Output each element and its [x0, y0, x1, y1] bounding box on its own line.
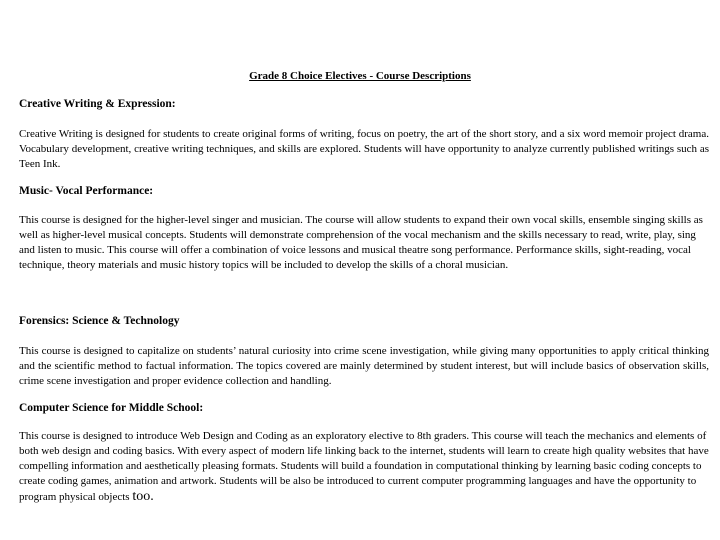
section-heading-forensics: Forensics: Science & Technology [19, 315, 180, 327]
section-body-computer-science [19, 429, 709, 505]
section-body-computer-science-text: This course is designed to introduce Web Design and Coding as an exploratory elective to 8th graders. This course will teach the mechanics and elements of both web design and coding basics. With every aspect of modern life linking back to the internet, students will learn to create high quality websites that have compelling information and aesthetically pleasing formats. Students will build a foundation in computational thinking by learning basic coding concepts to create coding games, animation and artwork. Students will be also be introduced to current computer programming languages and have the opportunity to program physical objects [19, 430, 709, 503]
section-heading-computer-science: Computer Science for Middle School: [19, 402, 204, 414]
section-body-music: This course is designed for the higher-level singer and musician. The course will allow students to expand their own vocal skills, ensemble singing skills as well as higher-level musical concepts. Students will demonstrate comprehension of the vocal mechanism and the skills necessary to read, write, play, sing and listen to music. This course will offer a combination of voice lessons and musical theatre song performance. Performance skills, sight-reading, vocal technique, theory materials and music history topics will be included to develop the skills of a choral musician. [19, 214, 703, 271]
section-heading-creative-writing: Creative Writing & Expression: [19, 98, 176, 110]
page-title: Grade 8 Choice Electives - Course Descriptions [249, 70, 471, 82]
section-body-computer-science-tail: too. [132, 489, 154, 504]
section-body-forensics: This course is designed to capitalize on students’ natural curiosity into crime scene investigation, while giving many opportunities to apply critical thinking and the scientific method to factual information. The topics covered are mainly determined by student interest, but will include basics of observation skills, crime scene investigation and proper evidence collection and handling. [19, 345, 709, 387]
section-heading-music: Music- Vocal Performance: [19, 185, 154, 197]
section-body-creative-writing: Creative Writing is designed for students to create original forms of writing, focus on poetry, the art of the short story, and a six word memoir project drama. Vocabulary development, creative writing techniques, and skills are explored. Students will have opportunity to analyze currently published writings such as Teen Ink. [19, 128, 709, 170]
